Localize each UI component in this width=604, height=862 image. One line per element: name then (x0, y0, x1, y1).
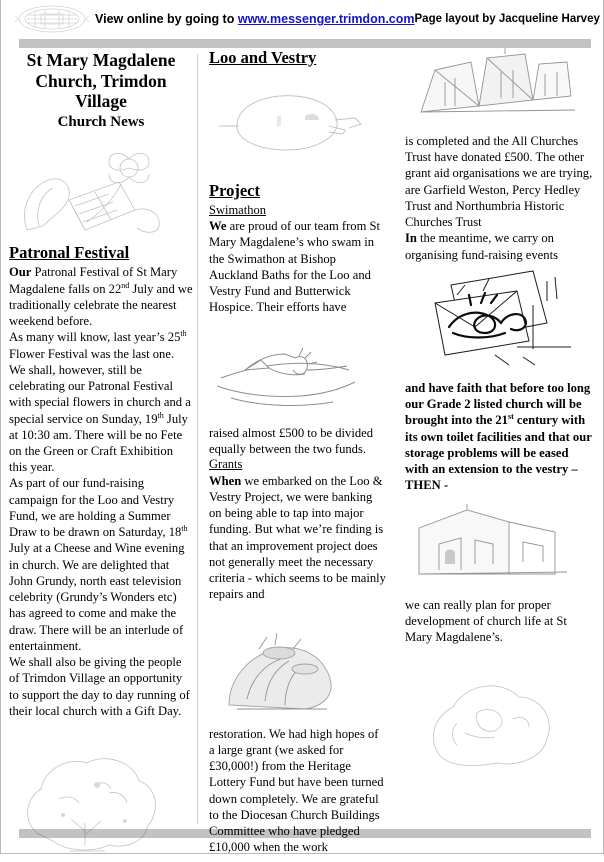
right-paragraph-2-text: the meantime, we carry on organising fund-raising events (405, 231, 558, 262)
swimmer-illustration (209, 326, 387, 417)
church-interior-illustration (405, 504, 595, 591)
page-title-line1: St Mary Magdalene (26, 50, 176, 70)
patronal-paragraph-1-lead: Our (9, 265, 32, 280)
restoration-paragraph: restoration. We had high hopes of a large grant (we asked for £30,000!) from the Heritage Lottery Fund but have been turned down completely. We are grateful to the Diocesan Church Buildings Committee who have pledged £10,000 when the work (209, 726, 384, 855)
right-paragraph-3-b: century with its own toilet facilities and that our storage problems will be eased with an extension to the vestry – THEN - (405, 413, 592, 493)
patronal-paragraph-2 (9, 329, 193, 475)
loo-and-vestry-heading: Loo and Vestry (209, 48, 317, 67)
toilet-illustration (209, 82, 387, 167)
newsletter-url-link[interactable]: www.messenger.trimdon.com (237, 12, 415, 26)
right-paragraph-3 (405, 380, 595, 494)
grants-paragraph-text: we embarked on the Loo & Vestry Project, we were banking on being able to tap into major funding. But what we’re finding is that an improvement project does not generally meet the necessary criteria - which seems to be mainly repairs and (209, 473, 386, 602)
patronal-paragraph-2-b: Flower Festival was the last one. We shall, however, still be celebrating our Patronal Festival with special flowers in church and a special service on Sunday, 19 (9, 346, 191, 426)
flowers-and-bible-illustration (9, 138, 193, 243)
page-title (9, 50, 193, 132)
church-building-illustration (405, 48, 595, 129)
patronal-paragraph-1 (9, 264, 193, 329)
swimathon-paragraph-lead: We (209, 219, 227, 234)
tree-illustration (9, 737, 193, 862)
swimathon-heading: Swimathon (209, 202, 266, 217)
column-divider (197, 54, 198, 824)
patronal-paragraph-4: We shall also be giving the people of Trimdon Village an opportunity to support the day to day running of their local church with a Gift Day. (9, 655, 190, 718)
newsletter-logo-icon (15, 3, 89, 35)
right-paragraph-1: is completed and the All Churches Trust have donated £500. The other grant aid organisations we are trying, are Garfield Weston, Percy Hedley Trust and Northumbria Historic Churches Trust (405, 134, 593, 230)
right-paragraph-3-sup: st (507, 412, 514, 422)
patronal-paragraph-3 (9, 475, 193, 654)
patronal-paragraph-1-sup: nd (121, 280, 130, 290)
right-column (405, 48, 595, 776)
masthead (1, 0, 604, 38)
grants-paragraph-lead: When (209, 473, 242, 488)
page-title-line4: Church News (57, 113, 145, 130)
swimathon-paragraph-text: are proud of our team from St Mary Magdalene’s who swam in the Swimathon at Bishop Auckland Baths for the Loo and Vestry Fund and Butterwick Hospice. Their efforts have (209, 219, 381, 315)
envelopes-and-mail-illustration (405, 269, 595, 374)
patronal-paragraph-2-sup2: th (157, 410, 164, 420)
right-paragraph-2-lead: In (405, 231, 417, 246)
grants-paragraph (209, 473, 387, 603)
header-rule-bar (19, 39, 591, 48)
money-pile-illustration (209, 609, 387, 718)
page-title-line2: Church, Trimdon (35, 70, 167, 91)
page-title-line3: Village (75, 91, 127, 112)
patronal-paragraph-3-b: July at a Cheese and Wine evening in church. We are delighted that John Grundy, north east television celebrity (Grundy’s Wonders etc) has agreed to come and make the draw. There will be an interlude of entertainment. (9, 541, 185, 653)
patronal-paragraph-3-sup: th (181, 523, 188, 533)
patronal-festival-heading: Patronal Festival (9, 242, 130, 262)
right-paragraph-4: we can really plan for proper development of church life at St Mary Magdalene’s. (405, 597, 567, 644)
middle-column (209, 48, 387, 855)
patronal-paragraph-1-b: July and we traditionally celebrate the nearest weekend before. (9, 281, 193, 329)
swimathon-paragraph (209, 218, 387, 315)
left-column (9, 48, 193, 862)
right-paragraph-2 (405, 230, 595, 262)
patronal-paragraph-3-a: As part of our fund-raising campaign for the Loo and Vestry Fund, we are holding a Summer Draw to be drawn on Saturday, 18 (9, 476, 182, 540)
patronal-paragraph-1-a: Patronal Festival of St Mary Magdalene falls on 22 (9, 265, 178, 296)
raised-amount-paragraph: raised almost £500 to be divided equally between the two funds. (209, 425, 374, 456)
patronal-paragraph-2-sup1: th (180, 329, 187, 339)
view-online-prefix: View online by going to (95, 12, 235, 26)
right-paragraph-3-a: and have faith that before too long our Grade 2 listed church will be brought into the 21 (405, 380, 591, 428)
grants-heading: Grants (209, 457, 243, 472)
patronal-paragraph-2-a: As many will know, last year’s 25 (9, 330, 181, 345)
flower-sketch-illustration (405, 661, 595, 776)
view-online-banner (89, 12, 415, 26)
patronal-paragraph-2-c: July at 10:30 am. There will be no Fete on the Green or Craft Exhibition this year. (9, 411, 188, 475)
project-heading: Project (209, 180, 260, 200)
page-layout-credit: Page layout by Jacqueline Harvey (414, 13, 600, 25)
